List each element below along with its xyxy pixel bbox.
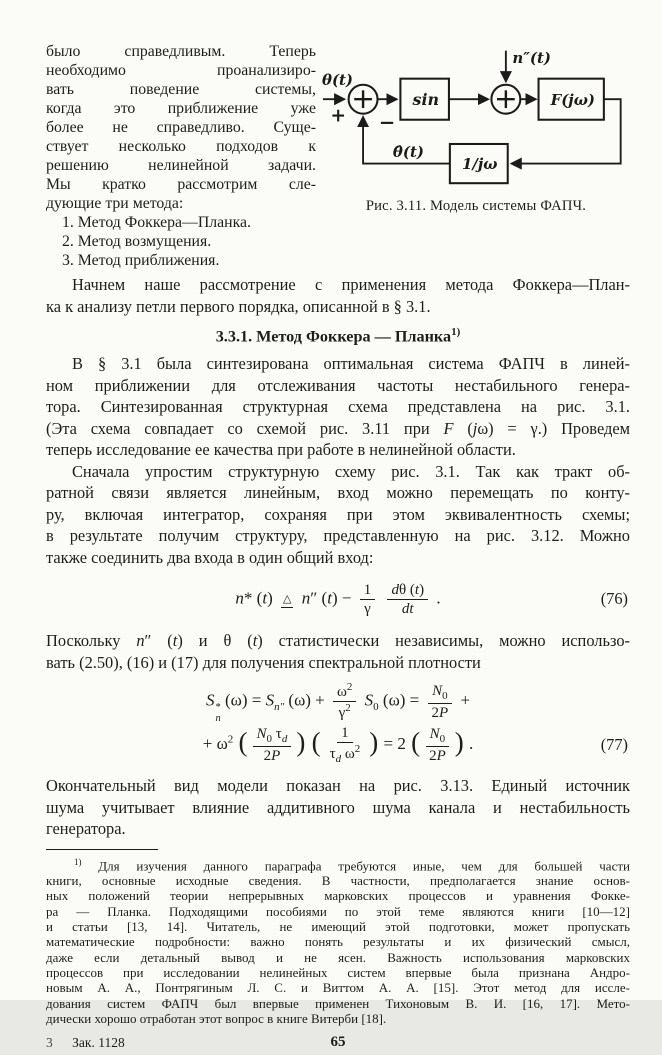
plus-sign: + <box>330 104 347 127</box>
equation-76-body: n* (t) △ n″ (t) − $\frac{1}{\gamma}$ $\frac{d\theta (t)}{dt}$ . <box>235 581 441 617</box>
text-line: более не справедливо. Суще- <box>46 119 316 136</box>
list-item: 1. Метод Фоккера—Планка. <box>62 214 251 231</box>
paragraph <box>46 775 630 840</box>
text-line: (Эта схема совпадает со схемой рис. 3.11 при F (jω) = γ.) Проведем <box>46 418 630 438</box>
left-column <box>46 42 316 270</box>
footnote-line: даже если детальный вывод и не ясен. Важность использования марковских <box>46 949 630 965</box>
feedback-signal-label: θ̂(t) <box>392 143 424 162</box>
footnote-line: ных положений теории непрерывных марковских процессов и уравнения Фокке- <box>46 888 630 904</box>
footnote-line: $^{1)}$ Для изучения данного параграфа требуются иные, чем для большей части <box>74 856 630 873</box>
paragraph <box>46 461 630 569</box>
figure <box>316 42 630 270</box>
equation-77-line1-body: S * n $(\omega) = S_{n''}$ (ω) + $\frac{\omega^2}{\gamma^2}$ $S_0$ (ω) = $\frac{N_0}{2P}$ + <box>205 681 471 724</box>
text-line: В § 3.1 была синтезирована оптимальная система ФАПЧ в линей- <box>72 354 630 374</box>
equation-77-line1 <box>46 681 630 723</box>
text-line: ратной связи является линейным, вход можно перемещать по конту- <box>46 483 630 503</box>
text-line: тора. Синтезированная структурная схема представлена на рис. 3.1. <box>46 397 630 417</box>
footnote-line: ра — Планка. Подходящими пособиями по этой теме являются книги [10—12] <box>46 903 630 919</box>
list-item: 2. Метод возмущения. <box>62 233 212 250</box>
text-line: также соединить два входа в один общий вход: <box>46 547 374 567</box>
text-line: ствует несколько подходов к <box>46 138 316 155</box>
footnote-divider <box>46 849 158 850</box>
intro-paragraph <box>46 274 630 317</box>
page-number: 65 <box>330 1034 346 1051</box>
noise-label: n″(t) <box>512 48 551 67</box>
text-line: генератора. <box>46 819 126 839</box>
footnote-line: процессов при исследовании нелинейных систем впервые была признана Андро- <box>46 964 630 980</box>
text-line: когда это приближение уже <box>46 100 316 117</box>
text-line: дующие три метода: <box>46 195 184 212</box>
paragraph <box>46 353 630 461</box>
text-line: Начнем наше рассмотрение с применения метода Фоккера—План- <box>72 275 630 294</box>
text-line: Поскольку n″ (t) и θ (t) статистически независимы, можно использо- <box>46 631 630 651</box>
equation-77-line2-body: + $\omega^2$ ( $\frac{N_0 \tau_d}{2P}$ ) ( $\frac{1}{\tau_d \omega^2}$ ) = 2 ( $\frac{N_0}{2P}$ ) . <box>202 724 474 765</box>
text-line: Окончательный вид модели показан на рис. 3.13. Единый источник <box>46 776 630 796</box>
equation-77-line2 <box>46 724 630 766</box>
footnote-line: новым А. А., Понтрягиным Л. С. и Виттом А. А. [15]. Этот метод для иссле- <box>46 980 630 996</box>
two-column-area <box>46 42 630 270</box>
equation-77 <box>46 681 630 766</box>
text-line: вать (2.50), (16) и (17) для получения спектральной плотности <box>46 652 481 672</box>
equation-76 <box>46 577 630 621</box>
footnote-line: дования систем ФАПЧ был впервые применен Тихоновым В. И. [16, 17]. Мето- <box>46 995 630 1011</box>
text-line: ка к анализу петли первого порядка, описанной в § 3.1. <box>46 296 431 316</box>
integrator-block-label: 1/jω <box>462 155 498 174</box>
figure-caption: Рис. 3.11. Модель системы ФАПЧ. <box>365 197 587 214</box>
footnote-line: книги, основные исходные сведения. В частности, предполагается знание основ- <box>46 873 630 889</box>
printer-signature: 3 <box>46 1035 53 1051</box>
footnote <box>46 855 630 1027</box>
input-signal-label: θ(t) <box>322 71 353 90</box>
text-line: решению нелинейной задачи. <box>46 157 316 174</box>
text-line: теперь исследование ее качества при работе в нелинейной области. <box>46 440 516 460</box>
text-line: необходимо проанализиро- <box>46 62 316 79</box>
text-line: вать поведение системы, <box>46 81 316 98</box>
paragraph <box>46 630 630 673</box>
text-line: ном приближении для отслеживания частоты нестабильного генера- <box>46 375 630 395</box>
text-line: в результате получим структуру, представленную на рис. 3.12. Можно <box>46 526 630 546</box>
filter-block-label: F(jω) <box>550 90 595 109</box>
footnote-line: и статьи [13, 14]. Читатель, не имеющий этой подготовки, может пропускать <box>46 919 630 935</box>
text-line: было справедливым. Теперь <box>46 43 316 60</box>
equation-76-number: (76) <box>600 589 628 609</box>
printing-order-mark: Зак. 1128 <box>72 1035 125 1051</box>
text-line: Сначала упростим структурную схему рис. 3.1. Так как тракт об- <box>72 461 630 481</box>
text-line: ру, включая интегратор, сохраняя при этом эквивалентность схемы; <box>46 504 630 524</box>
footnote-line: математические подробности: важно понять результаты и их физический смысл, <box>46 934 630 950</box>
minus-sign: − <box>378 111 396 135</box>
list-item: 3. Метод приближения. <box>62 252 220 269</box>
section-heading: 3.3.1. Метод Фоккера — Планка$^{1)}$ <box>215 326 461 346</box>
text-line: Мы кратко рассмотрим сле- <box>46 176 316 193</box>
sin-block-label: sin <box>412 89 440 109</box>
footnote-line: дически хорошо отработан этот вопрос в книге Витерби [18]. <box>46 1010 387 1026</box>
equation-77-number: (77) <box>600 734 628 754</box>
block-diagram <box>322 46 630 188</box>
page-footer <box>46 1035 630 1055</box>
text-line: шума учитывает влияние аддитивного шума канала и нестабильность <box>46 797 630 817</box>
